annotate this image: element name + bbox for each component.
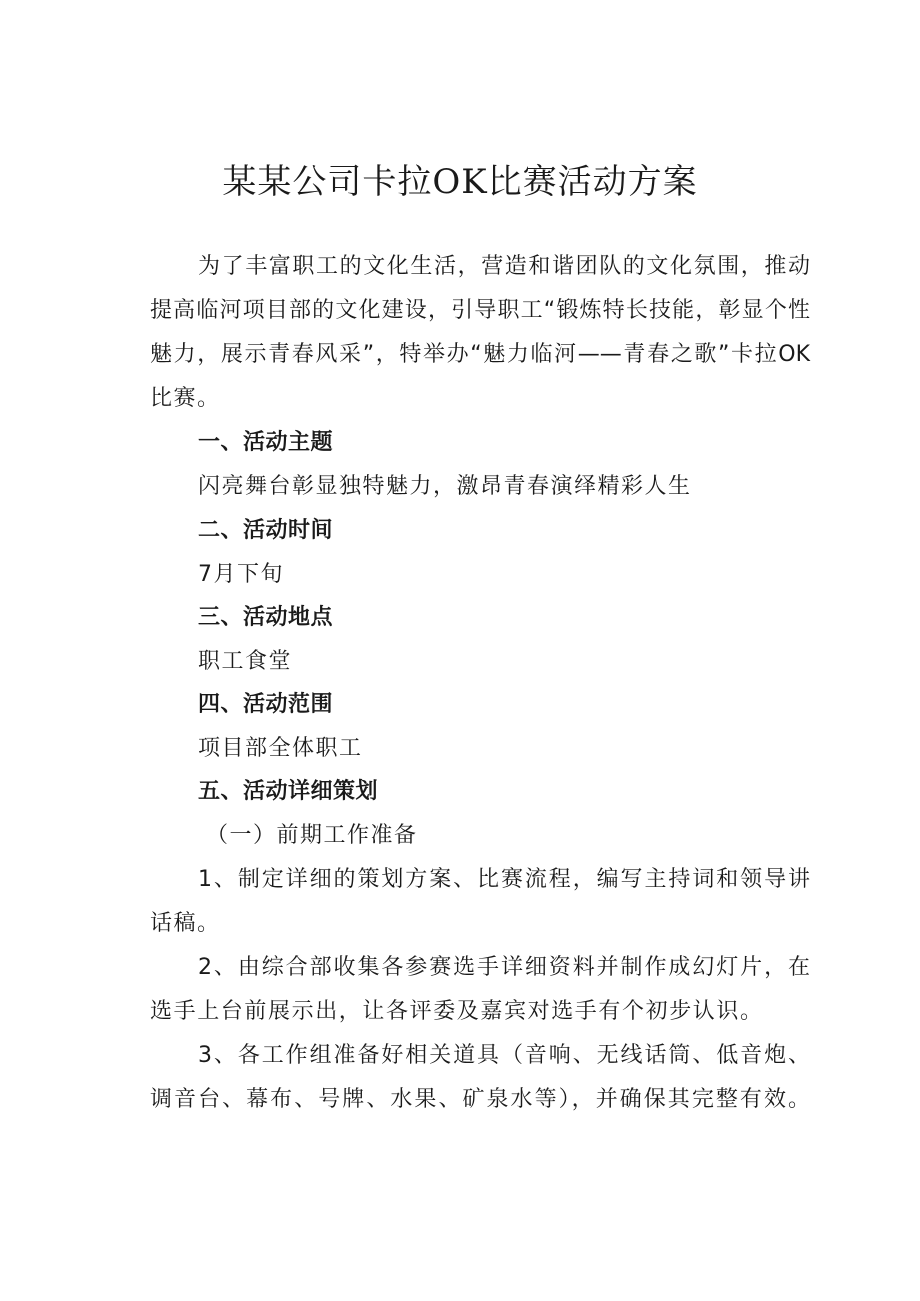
item-1-line-1: 1、制定详细的策划方案、比赛流程，编写主持词和领导讲 xyxy=(198,867,810,892)
item-2-line-2: 选手上台前展示出，让各评委及嘉宾对选手有个初步认识。 xyxy=(150,999,762,1024)
section-content-scope: 项目部全体职工 xyxy=(198,736,363,761)
item-3-line-2: 调音台、幕布、号牌、水果、矿泉水等），并确保其完整有效。 xyxy=(150,1087,810,1112)
intro-line-2: 提高临河项目部的文化建设，引导职工“锻炼特长技能，彰显个性 xyxy=(150,298,810,323)
intro-line-3: 魅力，展示青春风采”，特举办“魅力临河——青春之歌”卡拉OK xyxy=(150,342,810,367)
item-1-line-2: 话稿。 xyxy=(150,911,221,936)
document-title: 某某公司卡拉OK比赛活动方案 xyxy=(222,162,698,202)
section-heading-plan: 五、活动详细策划 xyxy=(198,779,379,804)
section-heading-theme: 一、活动主题 xyxy=(198,430,334,455)
subsection-heading: （一）前期工作准备 xyxy=(206,823,418,848)
section-content-time: 7月下旬 xyxy=(198,562,284,587)
section-content-theme: 闪亮舞台彰显独特魅力，激昂青春演绎精彩人生 xyxy=(198,474,692,499)
item-3-line-1: 3、各工作组准备好相关道具（音响、无线话筒、低音炮、 xyxy=(198,1043,810,1068)
section-heading-location: 三、活动地点 xyxy=(198,605,334,630)
item-2-line-1: 2、由综合部收集各参赛选手详细资料并制作成幻灯片，在 xyxy=(198,955,810,980)
section-heading-scope: 四、活动范围 xyxy=(198,692,334,717)
intro-line-4: 比赛。 xyxy=(150,386,221,411)
section-content-location: 职工食堂 xyxy=(198,649,293,674)
section-heading-time: 二、活动时间 xyxy=(198,518,334,543)
intro-line-1: 为了丰富职工的文化生活，营造和谐团队的文化氛围，推动 xyxy=(198,254,810,279)
